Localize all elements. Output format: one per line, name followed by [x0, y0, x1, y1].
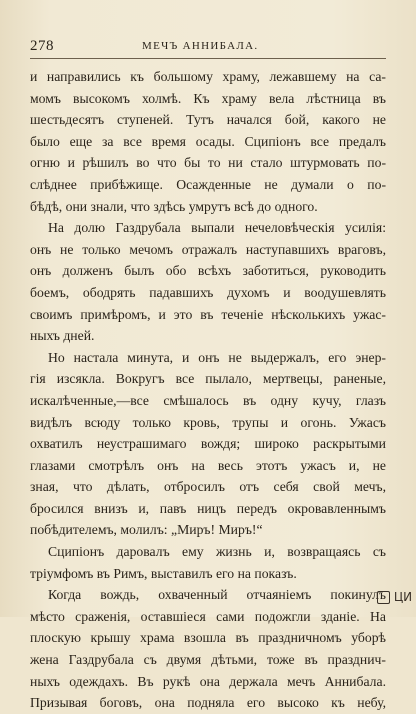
text-line: онъ долженъ былъ обо всѣхъ заботиться, руководить [30, 263, 386, 279]
text-line: Призывая боговъ, она подняла его высоко къ небу, [30, 695, 386, 711]
text-line: видѣлъ всюду только кровь, трупы и огонь. Ужасъ [30, 414, 386, 430]
text-line: ныхъ одеждахъ. Въ рукѣ она держала мечъ Аннибала. [30, 673, 386, 689]
text-line: огню и рѣшилъ во что бы то ни стало штурмовать по- [30, 155, 386, 171]
text-line: онъ не только мечомъ отражалъ наступавшихъ враговъ, [30, 241, 386, 257]
text-line: тріумфомъ въ Римъ, выставилъ его на показъ. [30, 565, 297, 581]
text-line: шестьдесятъ ступеней. Тутъ начался бой, какого не [30, 112, 386, 128]
text-line: боемъ, ободрять падавшихъ духомъ и воодушевлять [30, 284, 386, 300]
text-line: На долю Газдрубала выпали нечеловѣческія усилія: [48, 220, 386, 236]
page-number: 278 [30, 38, 54, 54]
text-line: глазами смотрѣлъ онъ на весь этотъ ужасъ и, не [30, 457, 386, 473]
text-line: Сципіонъ даровалъ ему жизнь и, возвращаясь съ [48, 544, 386, 560]
text-line: зная, что дѣлать, отбросилъ отъ себя свой мечъ, [30, 479, 386, 495]
header-rule [30, 58, 386, 59]
text-line: ныхъ дней. [30, 328, 95, 344]
text-line: побѣдителемъ, молилъ: „Миръ! Миръ!“ [30, 522, 263, 538]
running-title: МЕЧЪ АННИБАЛА. [142, 40, 259, 52]
page-header [30, 38, 384, 54]
text-line: бѣдѣ, они знали, что здѣсь умрутъ всѣ до одного. [30, 198, 318, 214]
text-line: слѣднее прибѣжище. Осажденные не думали о по- [30, 176, 386, 192]
text-line: искалѣченные,—все смѣшалось въ одну кучу, глазъ [30, 392, 386, 408]
text-line: мѣсто сраженія, оставшіеся сами подожгли зданіе. На [30, 608, 386, 624]
text-line: Когда вождь, охваченный отчаяніемъ покинулъ [48, 587, 386, 603]
text-line: было еще за все время осады. Сципіонъ все предалъ [30, 133, 386, 149]
text-line: жена Газдрубала съ двумя дѣтьми, тоже въ празднич- [30, 652, 386, 668]
text-line: своимъ примѣромъ, и это въ теченіе нѣсколькихъ ужас- [30, 306, 386, 322]
text-line: и направились къ большому храму, лежавшему на са- [30, 69, 386, 84]
text-line: гія изсякла. Вокругъ все пылало, мертвецы, раненые, [30, 371, 386, 387]
text-line: бросился внизъ и, павъ ницъ передъ окровавленнымъ [30, 500, 386, 516]
text-line: охватилъ неустрашимаго вождя; широко раскрытыми [30, 436, 386, 452]
stamp-text: ЦИ [393, 590, 413, 604]
text-line: момъ высокомъ холмѣ. Къ храму вела лѣстница въ [30, 90, 386, 106]
text-line: плоскую крышу храма взошла въ праздничномъ уборѣ [30, 630, 386, 646]
library-stamp [377, 590, 412, 604]
stamp-box-icon [377, 591, 390, 604]
text-line: Но настала минута, и онъ не выдержалъ, его энер- [48, 349, 386, 365]
